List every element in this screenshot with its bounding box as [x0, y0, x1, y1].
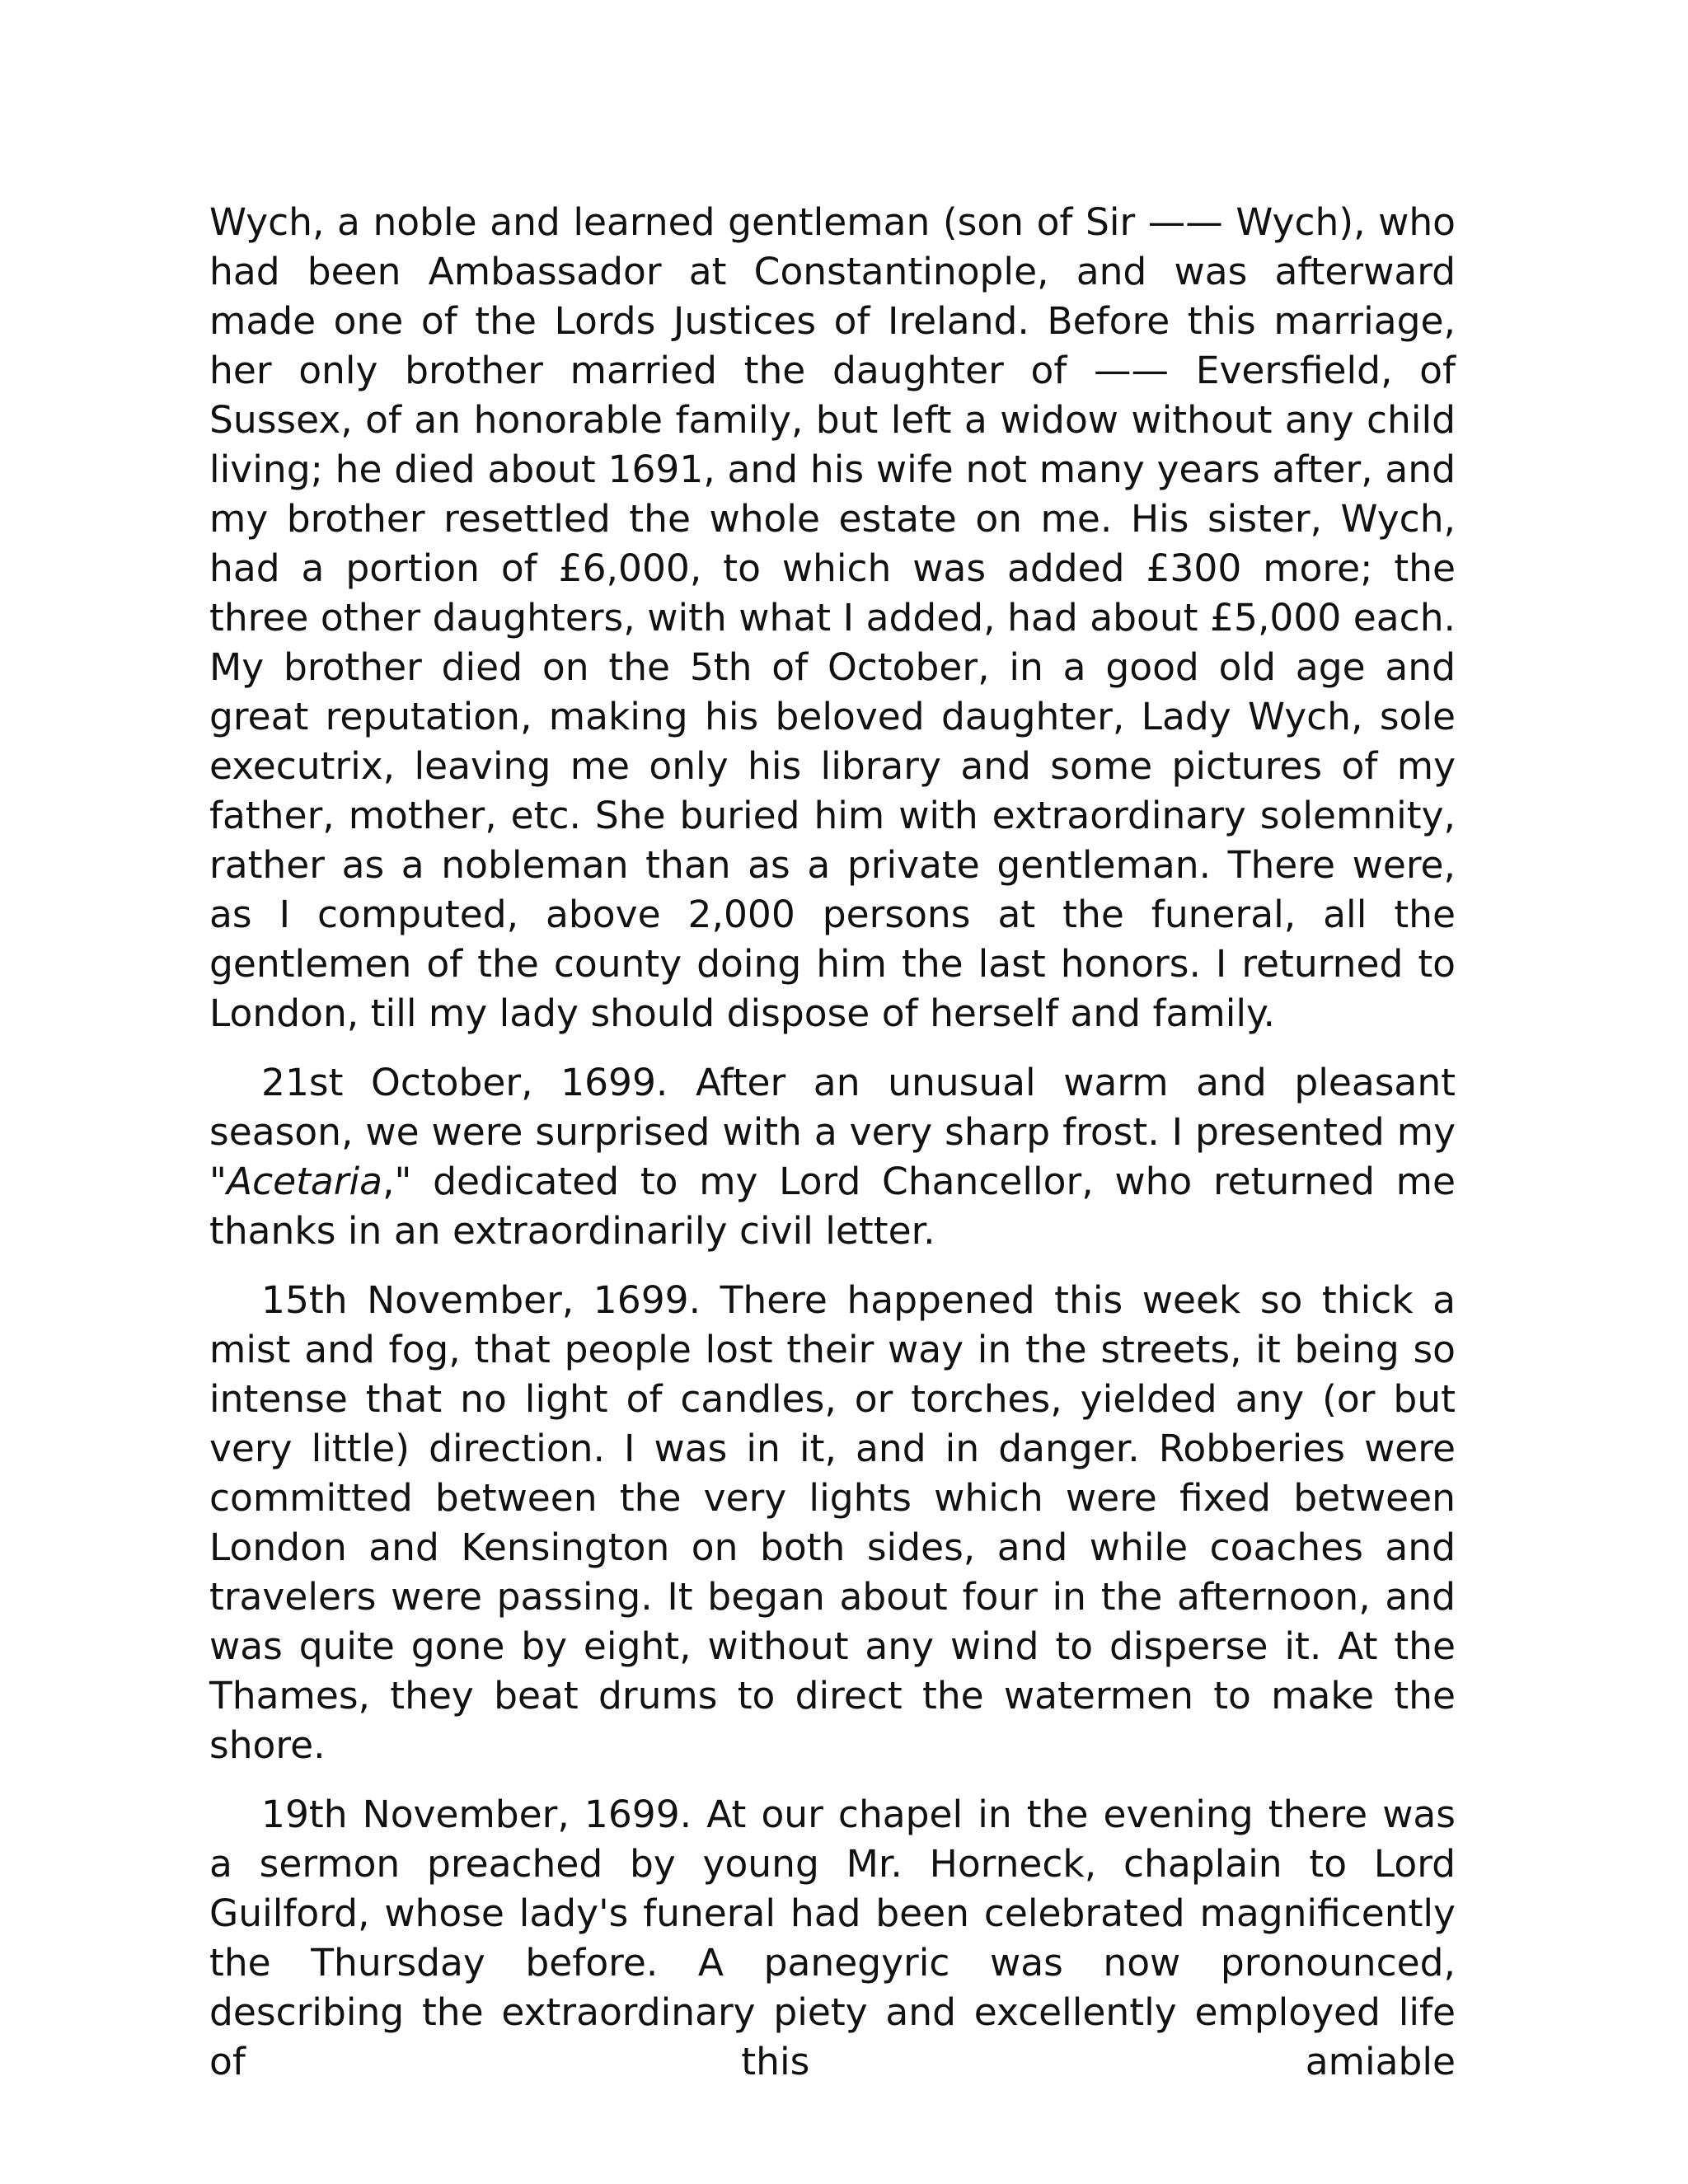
- paragraph-entry-nov-15: 15th November, 1699. There happened this week so thick a mist and fog, that people lost their way in the streets, it being so intense that no light of candles, or torches, yielded any (or but very little) direction. I was in it, and in danger. Robberies were committed between the very lights which were fixed between London and Kensington on both sides, and while coaches and travelers were passing. It began about four in the afternoon, and was quite gone by eight, without any wind to disperse it. At the Thames, they beat drums to direct the watermen to make the shore.: [209, 1278, 1456, 1767]
- paragraph-entry-nov-19: 19th November, 1699. At our chapel in the evening there was a sermon preached by young Mr. Horneck, chaplain to Lord Guilford, whose lady's funeral had been celebrated magnificently the Thursday before. A panegyric was now pronounced, describing the extraordinary piety and excellently employed life of this amiable: [209, 1793, 1456, 2083]
- paragraph-entry-oct-21: [209, 1058, 1456, 1256]
- book-title: Acetaria: [226, 1160, 383, 1203]
- page-body: [209, 198, 1456, 2107]
- paragraph-continuation: Wych, a noble and learned gentleman (son of Sir —— Wych), who had been Ambassador at Constantinople, and was afterward made one of the Lords Justices of Ireland. Before this marriage, her only brother married the daughter of —— Eversfield, of Sussex, of an honorable family, but left a widow without any child living; he died about 1691, and his wife not many years after, and my brother resettled the whole estate on me. His sister, Wych, had a portion of £6,000, to which was added £300 more; the three other daughters, with what I added, had about £5,000 each. My brother died on the 5th of October, in a good old age and great reputation, making his beloved daughter, Lady Wych, sole executrix, leaving me only his library and some pictures of my father, mother, etc. She buried him with extraordinary solemnity, rather as a nobleman than as a private gentleman. There were, as I computed, above 2,000 persons at the funeral, all the gentlemen of the county doing him the last honors. I returned to London, till my lady should dispose of herself and family.: [209, 200, 1456, 1035]
- entry-text-after-title: ," dedicated to my Lord Chancellor, who returned me thanks in an extraordinarily civil letter.: [209, 1160, 1456, 1253]
- entry-text-before-title: 21st October, 1699. After an unusual warm and pleasant season, we were surprised with a very sharp frost. I presented my ": [209, 1061, 1456, 1203]
